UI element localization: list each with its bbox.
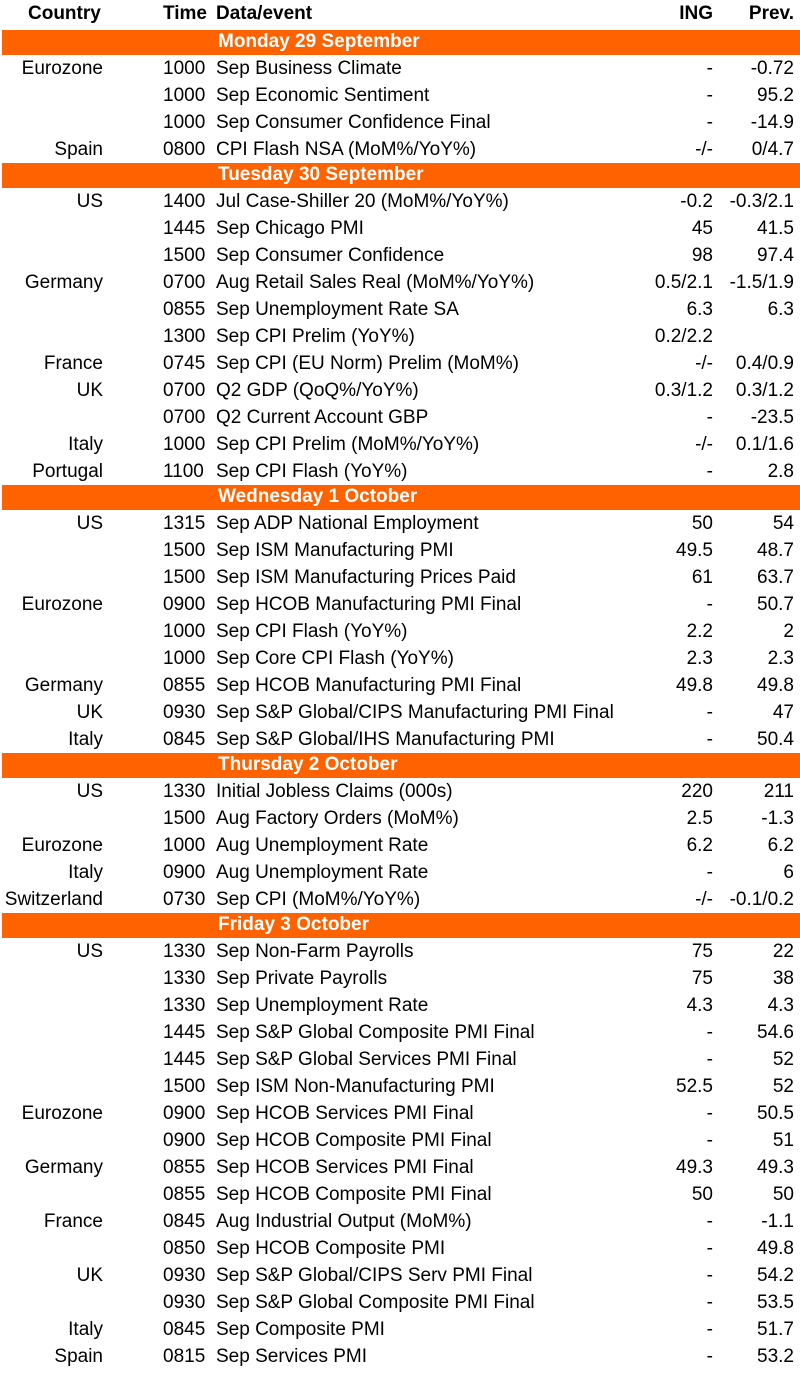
cell-ing: -	[706, 702, 713, 723]
table-row	[0, 82, 800, 109]
cell-prev: 2.8	[767, 461, 794, 482]
cell-ing: -	[706, 112, 713, 133]
cell-country: Italy	[68, 862, 103, 883]
cell-time: 1000	[163, 621, 206, 642]
cell-prev: 4.3	[767, 995, 794, 1016]
cell-prev: 6.2	[767, 835, 794, 856]
cell-event: Sep HCOB Manufacturing PMI Final	[216, 594, 522, 615]
cell-prev: 50.7	[757, 594, 794, 615]
table-row	[0, 1235, 800, 1262]
cell-prev: 54.6	[757, 1022, 794, 1043]
cell-prev: 38	[772, 968, 794, 989]
cell-time: 0855	[163, 1184, 206, 1205]
cell-event: Sep Unemployment Rate	[216, 995, 429, 1016]
cell-time: 0745	[163, 353, 206, 374]
table-row	[0, 350, 800, 377]
cell-ing: 49.8	[676, 675, 713, 696]
cell-prev: 0.1/1.6	[735, 434, 794, 455]
cell-prev: 51.7	[757, 1319, 794, 1340]
cell-event: Aug Factory Orders (MoM%)	[216, 808, 459, 829]
table-row	[0, 109, 800, 136]
cell-time: 1500	[163, 245, 206, 266]
cell-country: Eurozone	[21, 58, 103, 79]
cell-ing: -/-	[695, 889, 713, 910]
table-row	[0, 1316, 800, 1343]
cell-event: Sep ISM Manufacturing Prices Paid	[216, 567, 516, 588]
day-label: Thursday 2 October	[218, 754, 398, 775]
cell-country: Germany	[24, 675, 103, 696]
cell-ing: 52.5	[676, 1076, 713, 1097]
day-label: Wednesday 1 October	[218, 486, 418, 507]
table-row	[0, 726, 800, 753]
cell-country: Germany	[24, 1157, 103, 1178]
table-row	[0, 1343, 800, 1370]
cell-country: Italy	[68, 729, 103, 750]
cell-prev: 50	[772, 1184, 794, 1205]
cell-ing: -	[706, 1022, 713, 1043]
table-row	[0, 458, 800, 485]
cell-event: Sep Economic Sentiment	[216, 85, 430, 106]
table-row	[0, 510, 800, 537]
cell-event: Sep HCOB Composite PMI Final	[216, 1130, 492, 1151]
cell-country: Spain	[54, 139, 103, 160]
cell-time: 0850	[163, 1238, 206, 1259]
cell-country: Italy	[68, 1319, 103, 1340]
cell-prev: 6	[783, 862, 794, 883]
cell-time: 1330	[163, 781, 206, 802]
cell-event: Sep ISM Non-Manufacturing PMI	[216, 1076, 495, 1097]
cell-ing: 61	[691, 567, 713, 588]
table-row	[0, 886, 800, 913]
cell-country: US	[76, 191, 103, 212]
cell-prev: -1.3	[761, 808, 794, 829]
cell-event: Sep S&P Global Composite PMI Final	[216, 1292, 535, 1313]
table-row	[0, 537, 800, 564]
cell-ing: -	[706, 1346, 713, 1367]
cell-prev: 0.3/1.2	[735, 380, 794, 401]
cell-ing: 45	[691, 218, 713, 239]
cell-time: 1500	[163, 808, 206, 829]
cell-prev: -0.72	[750, 58, 794, 79]
header-country: Country	[28, 3, 101, 24]
cell-prev: 52	[772, 1049, 794, 1070]
cell-event: Sep HCOB Services PMI Final	[216, 1103, 474, 1124]
cell-event: Aug Industrial Output (MoM%)	[216, 1211, 472, 1232]
cell-event: Sep Non-Farm Payrolls	[216, 941, 414, 962]
table-row	[0, 699, 800, 726]
day-header	[2, 163, 800, 188]
cell-time: 0700	[163, 380, 206, 401]
table-row	[0, 55, 800, 82]
cell-event: CPI Flash NSA (MoM%/YoY%)	[216, 139, 477, 160]
cell-time: 0900	[163, 1130, 206, 1151]
cell-ing: 49.5	[676, 540, 713, 561]
table-row	[0, 323, 800, 350]
cell-event: Q2 GDP (QoQ%/YoY%)	[216, 380, 419, 401]
cell-event: Aug Unemployment Rate	[216, 862, 429, 883]
table-row	[0, 136, 800, 163]
cell-ing: 2.5	[686, 808, 713, 829]
table-row	[0, 377, 800, 404]
cell-prev: 54.2	[757, 1265, 794, 1286]
cell-time: 0730	[163, 889, 206, 910]
cell-prev: -0.1/0.2	[729, 889, 794, 910]
header-prev: Prev.	[748, 3, 794, 24]
cell-time: 1500	[163, 1076, 206, 1097]
cell-prev: 2.3	[767, 648, 794, 669]
table-row	[0, 1100, 800, 1127]
cell-time: 1000	[163, 58, 206, 79]
cell-event: Sep HCOB Composite PMI	[216, 1238, 446, 1259]
cell-event: Sep CPI Flash (YoY%)	[216, 621, 408, 642]
table-row	[0, 296, 800, 323]
cell-time: 0700	[163, 272, 206, 293]
table-row	[0, 269, 800, 296]
cell-ing: 0.2/2.2	[654, 326, 713, 347]
cell-time: 0930	[163, 1292, 206, 1313]
table-row	[0, 618, 800, 645]
day-header	[2, 753, 800, 778]
cell-ing: -	[706, 58, 713, 79]
cell-time: 1300	[163, 326, 206, 347]
cell-ing: -	[706, 1103, 713, 1124]
cell-event: Jul Case-Shiller 20 (MoM%/YoY%)	[216, 191, 509, 212]
cell-time: 0700	[163, 407, 206, 428]
cell-ing: -	[706, 1319, 713, 1340]
cell-ing: 4.3	[686, 995, 713, 1016]
cell-ing: -	[706, 1292, 713, 1313]
cell-time: 1000	[163, 85, 206, 106]
cell-prev: 0/4.7	[751, 139, 794, 160]
table-row	[0, 1181, 800, 1208]
cell-event: Aug Retail Sales Real (MoM%/YoY%)	[216, 272, 535, 293]
cell-prev: 49.8	[757, 1238, 794, 1259]
cell-event: Sep Composite PMI	[216, 1319, 385, 1340]
cell-country: UK	[76, 1265, 103, 1286]
cell-prev: -1.5/1.9	[729, 272, 794, 293]
day-label: Friday 3 October	[218, 914, 369, 935]
day-label: Monday 29 September	[218, 31, 420, 52]
cell-ing: -	[706, 594, 713, 615]
cell-event: Sep S&P Global Composite PMI Final	[216, 1022, 535, 1043]
cell-time: 1330	[163, 968, 206, 989]
cell-prev: 48.7	[757, 540, 794, 561]
cell-time: 1000	[163, 835, 206, 856]
table-row	[0, 591, 800, 618]
table-row	[0, 1046, 800, 1073]
table-row	[0, 188, 800, 215]
cell-country: US	[76, 781, 103, 802]
cell-country: France	[43, 1211, 103, 1232]
cell-ing: 50	[691, 1184, 713, 1205]
cell-time: 1500	[163, 540, 206, 561]
cell-time: 1400	[163, 191, 206, 212]
column-header-row	[0, 0, 800, 30]
cell-time: 0855	[163, 1157, 206, 1178]
cell-time: 0845	[163, 729, 206, 750]
table-row	[0, 242, 800, 269]
cell-time: 1000	[163, 112, 206, 133]
cell-event: Aug Unemployment Rate	[216, 835, 429, 856]
cell-prev: 22	[772, 941, 794, 962]
day-header	[2, 485, 800, 510]
cell-event: Sep Unemployment Rate SA	[216, 299, 459, 320]
header-time: Time	[163, 3, 208, 24]
cell-event: Sep CPI (EU Norm) Prelim (MoM%)	[216, 353, 519, 374]
cell-ing: 49.3	[676, 1157, 713, 1178]
cell-prev: 49.3	[757, 1157, 794, 1178]
day-header	[2, 30, 800, 55]
cell-time: 1315	[163, 513, 206, 534]
table-row	[0, 965, 800, 992]
cell-country: UK	[76, 380, 103, 401]
cell-event: Sep Consumer Confidence	[216, 245, 445, 266]
table-row	[0, 992, 800, 1019]
cell-country: Eurozone	[21, 1103, 103, 1124]
cell-country: US	[76, 941, 103, 962]
table-row	[0, 1127, 800, 1154]
cell-prev: -23.5	[750, 407, 794, 428]
cell-ing: 2.3	[686, 648, 713, 669]
cell-event: Sep Private Payrolls	[216, 968, 388, 989]
cell-time: 0800	[163, 139, 206, 160]
cell-ing: 2.2	[686, 621, 713, 642]
cell-event: Sep CPI Flash (YoY%)	[216, 461, 408, 482]
cell-time: 1100	[163, 461, 204, 482]
table-row	[0, 778, 800, 805]
cell-country: UK	[76, 702, 103, 723]
cell-country: Portugal	[32, 461, 103, 482]
cell-prev: 53.5	[757, 1292, 794, 1313]
cell-prev: 0.4/0.9	[735, 353, 794, 374]
table-row	[0, 832, 800, 859]
cell-prev: 47	[772, 702, 794, 723]
cell-event: Sep HCOB Manufacturing PMI Final	[216, 675, 522, 696]
cell-time: 1000	[163, 648, 206, 669]
cell-ing: -	[706, 1265, 713, 1286]
cell-time: 0855	[163, 675, 206, 696]
cell-time: 1500	[163, 567, 206, 588]
table-row	[0, 672, 800, 699]
cell-country: Spain	[54, 1346, 103, 1367]
cell-prev: -0.3/2.1	[729, 191, 794, 212]
table-row	[0, 404, 800, 431]
cell-ing: -	[706, 862, 713, 883]
cell-ing: -/-	[695, 434, 713, 455]
cell-ing: 6.3	[686, 299, 713, 320]
day-label: Tuesday 30 September	[218, 164, 424, 185]
table-row	[0, 1154, 800, 1181]
cell-event: Sep ISM Manufacturing PMI	[216, 540, 454, 561]
cell-event: Sep S&P Global/CIPS Manufacturing PMI Final	[216, 702, 614, 723]
cell-time: 0845	[163, 1319, 206, 1340]
cell-time: 0900	[163, 1103, 206, 1124]
cell-ing: -	[706, 461, 713, 482]
cell-ing: -/-	[695, 139, 713, 160]
cell-time: 0815	[163, 1346, 206, 1367]
table-row	[0, 938, 800, 965]
cell-event: Sep CPI (MoM%/YoY%)	[216, 889, 421, 910]
cell-time: 1000	[163, 434, 206, 455]
cell-prev: 50.4	[757, 729, 794, 750]
cell-prev: 95.2	[757, 85, 794, 106]
cell-time: 0900	[163, 594, 206, 615]
cell-time: 1445	[163, 1049, 206, 1070]
table-row	[0, 1289, 800, 1316]
cell-ing: 220	[681, 781, 713, 802]
cell-event: Sep HCOB Composite PMI Final	[216, 1184, 492, 1205]
table-row	[0, 215, 800, 242]
cell-time: 0845	[163, 1211, 206, 1232]
cell-ing: 75	[691, 941, 713, 962]
cell-prev: 97.4	[757, 245, 794, 266]
cell-country: US	[76, 513, 103, 534]
cell-country: Eurozone	[21, 835, 103, 856]
table-row	[0, 1073, 800, 1100]
cell-event: Sep Business Climate	[216, 58, 402, 79]
cell-event: Sep Services PMI	[216, 1346, 367, 1367]
cell-event: Sep HCOB Services PMI Final	[216, 1157, 474, 1178]
cell-prev: 53.2	[757, 1346, 794, 1367]
cell-ing: 0.3/1.2	[654, 380, 713, 401]
cell-time: 1445	[163, 218, 206, 239]
cell-ing: -	[706, 1211, 713, 1232]
cell-ing: -	[706, 729, 713, 750]
cell-event: Sep CPI Prelim (MoM%/YoY%)	[216, 434, 480, 455]
cell-event: Initial Jobless Claims (000s)	[216, 781, 453, 802]
cell-event: Sep Core CPI Flash (YoY%)	[216, 648, 454, 669]
cell-event: Sep CPI Prelim (YoY%)	[216, 326, 415, 347]
cell-event: Sep ADP National Employment	[216, 513, 479, 534]
cell-prev: 2	[783, 621, 794, 642]
table-row	[0, 564, 800, 591]
cell-prev: -14.9	[750, 112, 794, 133]
cell-prev: -1.1	[761, 1211, 794, 1232]
cell-time: 1330	[163, 995, 206, 1016]
table-row	[0, 645, 800, 672]
cell-ing: 50	[691, 513, 713, 534]
cell-ing: -	[706, 407, 713, 428]
cell-prev: 50.5	[757, 1103, 794, 1124]
cell-ing: 75	[691, 968, 713, 989]
cell-prev: 54	[772, 513, 794, 534]
cell-ing: 6.2	[686, 835, 713, 856]
header-ing: ING	[679, 3, 713, 24]
cell-ing: 0.5/2.1	[654, 272, 713, 293]
cell-time: 0900	[163, 862, 206, 883]
cell-country: Italy	[68, 434, 103, 455]
cell-event: Sep Consumer Confidence Final	[216, 112, 491, 133]
cell-country: Germany	[24, 272, 103, 293]
cell-time: 1445	[163, 1022, 206, 1043]
table-row	[0, 859, 800, 886]
cell-event: Sep S&P Global/CIPS Serv PMI Final	[216, 1265, 533, 1286]
cell-prev: 6.3	[767, 299, 794, 320]
cell-prev: 41.5	[757, 218, 794, 239]
cell-country: Switzerland	[4, 889, 103, 910]
cell-prev: 211	[763, 781, 794, 802]
cell-event: Sep S&P Global/IHS Manufacturing PMI	[216, 729, 555, 750]
cell-prev: 63.7	[757, 567, 794, 588]
cell-prev: 52	[772, 1076, 794, 1097]
cell-ing: 98	[691, 245, 713, 266]
header-event: Data/event	[216, 3, 313, 24]
table-row	[0, 1019, 800, 1046]
cell-time: 1330	[163, 941, 206, 962]
cell-time: 0930	[163, 1265, 206, 1286]
cell-ing: -	[706, 1238, 713, 1259]
cell-ing: -	[706, 1130, 713, 1151]
table-row	[0, 805, 800, 832]
table-row	[0, 1208, 800, 1235]
cell-prev: 51	[772, 1130, 794, 1151]
table-row	[0, 1262, 800, 1289]
cell-event: Q2 Current Account GBP	[216, 407, 429, 428]
cell-time: 0855	[163, 299, 206, 320]
cell-ing: -	[706, 85, 713, 106]
cell-time: 0930	[163, 702, 206, 723]
cell-event: Sep Chicago PMI	[216, 218, 364, 239]
cell-ing: -0.2	[680, 191, 713, 212]
cell-ing: -/-	[695, 353, 713, 374]
cell-event: Sep S&P Global Services PMI Final	[216, 1049, 517, 1070]
cell-country: Eurozone	[21, 594, 103, 615]
cell-country: France	[43, 353, 103, 374]
calendar-body	[0, 30, 800, 1370]
table-row	[0, 431, 800, 458]
day-header	[2, 913, 800, 938]
cell-ing: -	[706, 1049, 713, 1070]
cell-prev: 49.8	[757, 675, 794, 696]
